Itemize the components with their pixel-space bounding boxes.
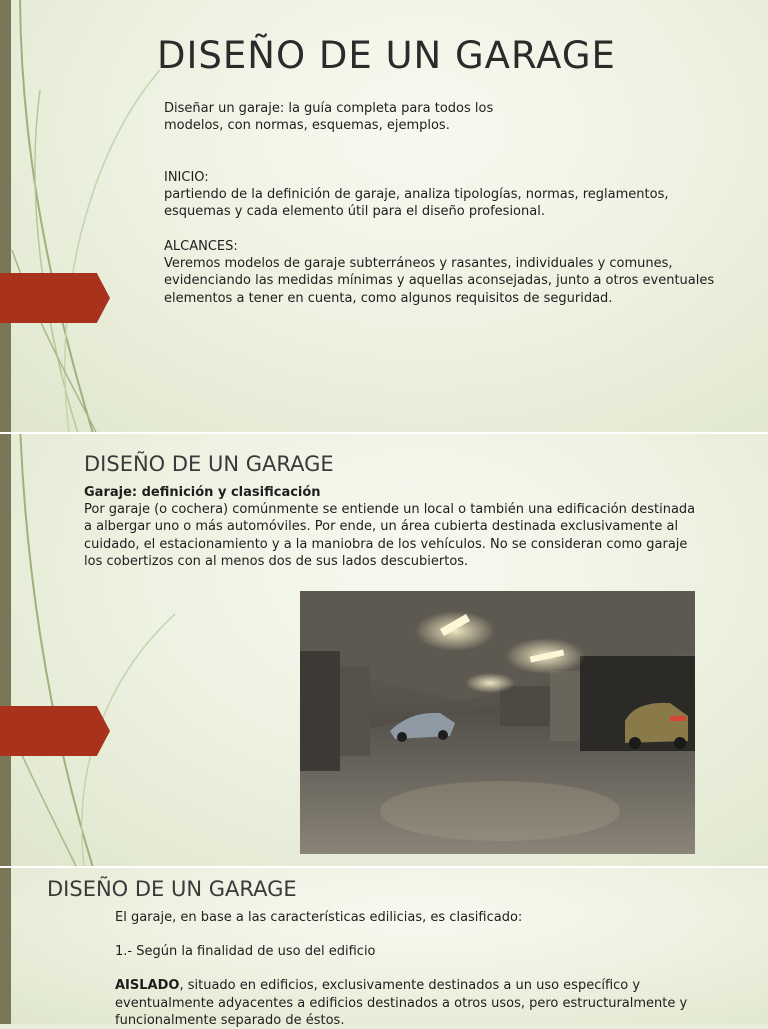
definition-subtitle: Garaje: definición y clasificación — [84, 485, 321, 500]
inicio-label: INICIO: — [164, 170, 209, 185]
intro-paragraph: Diseñar un garaje: la guía completa para todos los modelos, con normas, esquemas, ejemplos. — [164, 101, 494, 134]
red-arrow-marker — [0, 273, 110, 323]
red-arrow-marker — [0, 706, 110, 756]
definition-block — [84, 484, 704, 570]
garage-photo — [300, 591, 695, 854]
aislado-paragraph — [115, 977, 735, 1029]
slide-1 — [0, 0, 768, 432]
alcances-block — [164, 238, 724, 307]
inicio-text: partiendo de la definición de garaje, analiza tipologías, normas, reglamentos, esquemas y cada elemento útil para el diseño profesional. — [164, 187, 669, 220]
aislado-label: AISLADO — [115, 978, 180, 994]
alcances-text: Veremos modelos de garaje subterráneos y rasantes, individuales y comunes, evidenciando las medidas mínimas y aquellas aconsejadas, junto a otros eventuales elementos a tener en cuenta, como algunos requisitos de seguridad. — [164, 256, 715, 306]
slide-2-title: DISEÑO DE UN GARAGE — [84, 452, 334, 476]
slide-title: DISEÑO DE UN GARAGE — [157, 34, 616, 77]
definition-text: Por garaje (o cochera) comúnmente se entiende un local o también una edificación destinada a albergar uno o más automóviles. Por ende, un área cubierta destinada exclusivamente al cuidado, el estacionamiento y a la maniobra de los vehículos. No se consideran como garaje los cobertizos con al menos dos de sus lados descubiertos. — [84, 502, 696, 569]
aislado-text: , situado en edificios, exclusivamente destinados a un uso específico y eventualmente adyacentes a edificios destinados a otros usos, pero estructuralmente y funcionalmente separado de éstos. — [115, 978, 688, 1028]
left-accent-bar — [0, 868, 11, 1024]
classification-item-1: 1.- Según la finalidad de uso del edificio — [115, 944, 376, 960]
classification-intro: El garaje, en base a las características edilicias, es clasificado: — [115, 910, 523, 925]
classification-block — [115, 909, 735, 1029]
intro-text — [164, 100, 544, 134]
inicio-block — [164, 169, 684, 221]
slide-3-title: DISEÑO DE UN GARAGE — [47, 877, 297, 901]
alcances-label: ALCANCES: — [164, 239, 238, 254]
